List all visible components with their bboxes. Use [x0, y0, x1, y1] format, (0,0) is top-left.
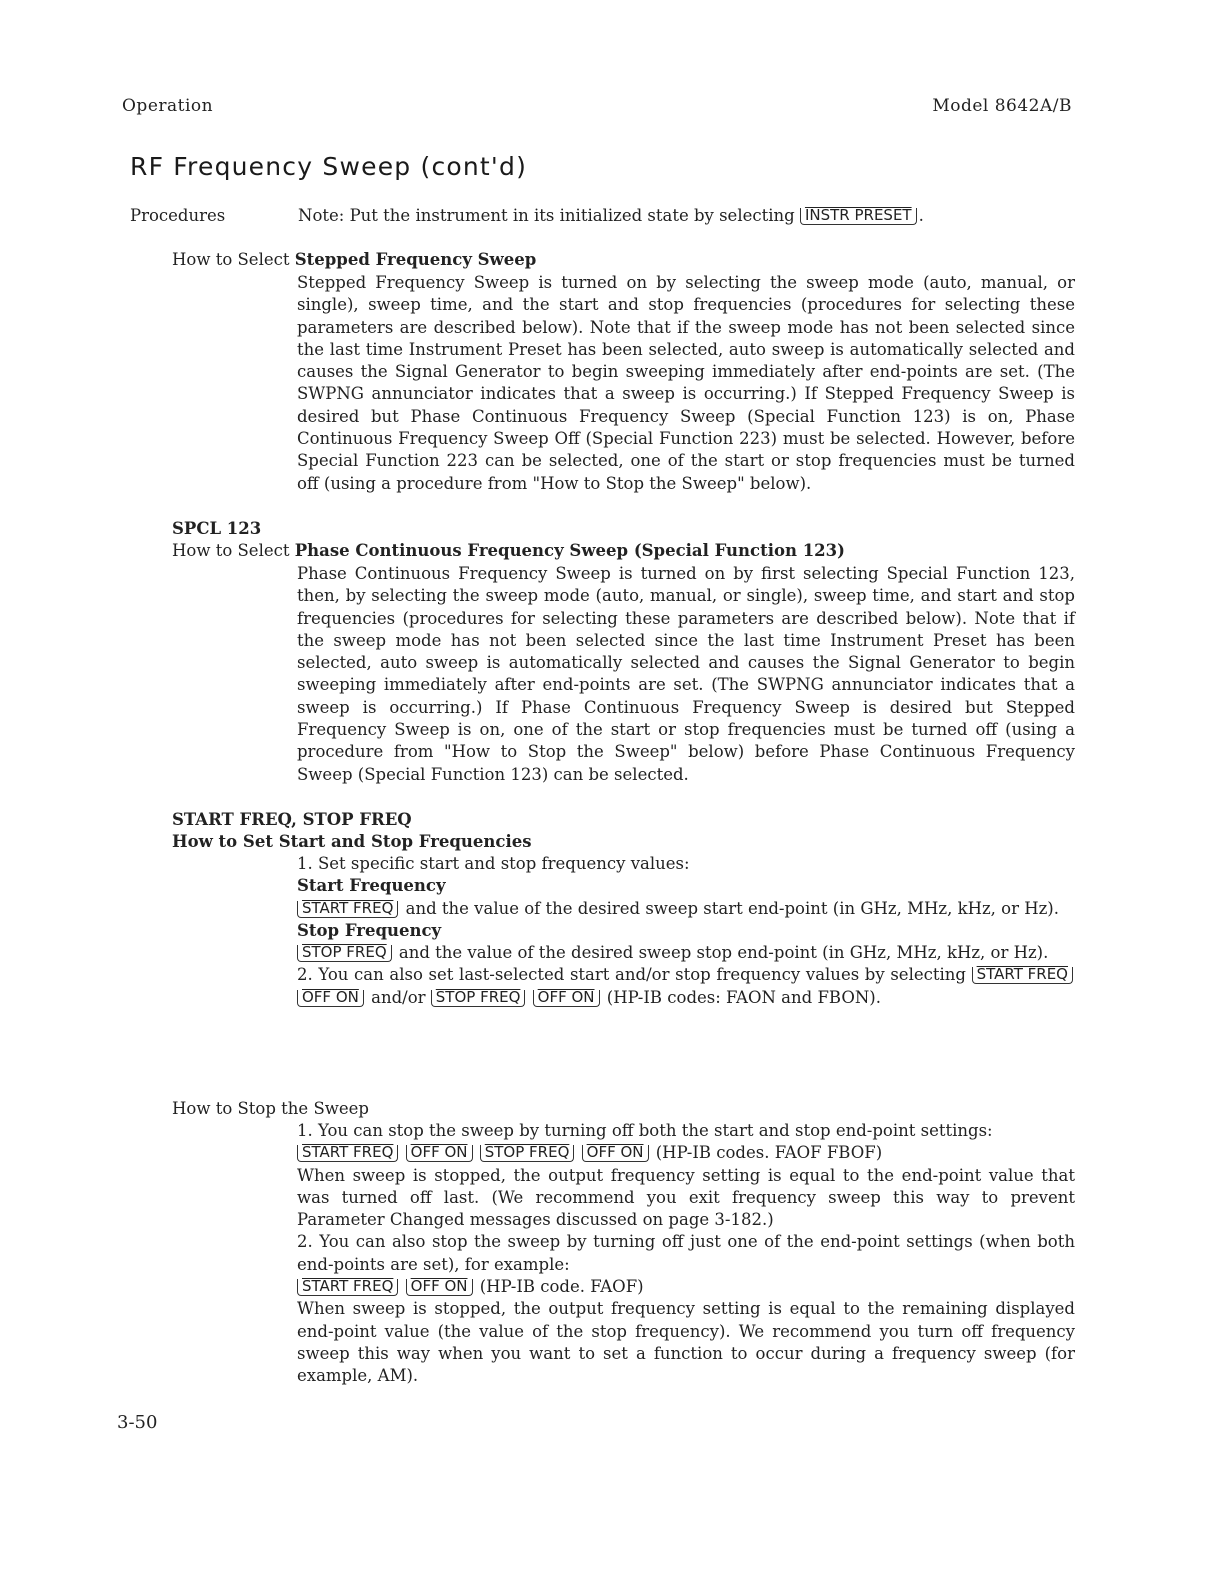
header-section: Operation — [122, 96, 214, 116]
hpib-code: (HP-IB code. FAOF) — [479, 1277, 644, 1297]
stopsweep-body — [297, 1120, 1075, 1388]
start-frequency-label: Start Frequency — [297, 876, 446, 896]
stop-keys-1 — [297, 1142, 1075, 1164]
start-freq-key: START FREQ — [297, 1279, 398, 1296]
stop-para-1: When sweep is stopped, the output frequency setting is equal to the end-point value that was turned off last. (We recommend you exit frequency sweep this way to prevent Parameter Changed messages discussed on page 3-182.) — [297, 1165, 1075, 1230]
start-freq-key: START FREQ — [297, 901, 398, 918]
stop-freq-key: STOP FREQ — [480, 1145, 575, 1162]
off-on-key: OFF ON — [582, 1145, 649, 1162]
off-on-key: OFF ON — [533, 990, 600, 1007]
heading-prefix: How to Select — [172, 541, 295, 560]
stop-step-2: 2. You can also stop the sweep by turning off just one of the end-point settings (when both end-points are set), for example: — [297, 1232, 1075, 1274]
off-on-key: OFF ON — [406, 1279, 473, 1296]
spcl-123-code: SPCL 123 — [172, 519, 262, 538]
stop-frequency-label: Stop Frequency — [297, 920, 442, 940]
stop-freq-key: STOP FREQ — [297, 945, 392, 962]
heading-bold: Stepped Frequency Sweep — [294, 250, 537, 269]
stop-step-1: 1. You can stop the sweep by turning off both the start and stop end-point settings: — [297, 1121, 993, 1140]
note-text: Note: Put the instrument in its initialized state by selecting — [298, 206, 795, 225]
off-on-key: OFF ON — [406, 1145, 473, 1162]
hpib-codes: (HP-IB codes: FAON and FBON). — [606, 987, 881, 1007]
stopsweep-heading: How to Stop the Sweep — [172, 1099, 369, 1118]
step2-text: 2. You can also set last-selected start and/or stop frequency values by selecting — [297, 965, 966, 985]
stepped-heading — [172, 250, 536, 269]
heading-bold: Phase Continuous Frequency Sweep (Special Function 123) — [294, 541, 845, 560]
page-number: 3-50 — [117, 1412, 158, 1433]
page-title: RF Frequency Sweep (cont'd) — [130, 152, 528, 181]
stop-para-2: When sweep is stopped, the output frequency setting is equal to the remaining displayed end-point value (the value of the stop frequency). We recommend you turn off frequency sweep this way when you want to set a function to occur during a frequency sweep (for example, AM). — [297, 1299, 1075, 1386]
phase-heading — [172, 541, 845, 560]
start-frequency-text — [297, 898, 1075, 920]
start-freq-key: START FREQ — [972, 967, 1073, 984]
phase-body: Phase Continuous Frequency Sweep is turned on by first selecting Special Function 123, then, by selecting the sweep mode (auto, manual, or single), sweep time, and start and stop frequencies (procedures for selecting these parameters are described below). Note that if the sweep mode has not been selected since the last time Instrument Preset has been selected, auto sweep is automatically selected and causes the Signal Generator to begin sweeping immediately after end-points are set. (The SWPNG annunciator indicates that a sweep is occurring.) If Phase Continuous Frequency Sweep is desired but Stepped Frequency Sweep is on, one of the start or stop frequencies must be turned off (using a procedure from "How to Stop the Sweep" below) before Phase Continuous Frequency Sweep (Special Function 123) can be selected. — [297, 564, 1075, 784]
procedures-label: Procedures — [130, 206, 226, 225]
stop-text: and the value of the desired sweep stop end-point (in GHz, MHz, kHz, or Hz). — [398, 943, 1049, 963]
hpib-codes: (HP-IB codes. FAOF FBOF) — [655, 1143, 883, 1163]
stop-freq-key: STOP FREQ — [431, 990, 526, 1007]
andor-text: and/or — [371, 987, 426, 1007]
step-2 — [297, 964, 1075, 1009]
stepped-body: Stepped Frequency Sweep is turned on by selecting the sweep mode (auto, manual, or single), sweep time, and the start and stop frequencies (procedures for selecting these parameters are described below). Note that if the sweep mode has not been selected since the last time Instrument Preset has been selected, auto sweep is automatically selected and causes the Signal Generator to begin sweeping immediately after end-points are set. (The SWPNG annunciator indicates that a sweep is occurring.) If Stepped Frequency Sweep is desired but Phase Continuous Frequency Sweep (Special Function 123) is on, Phase Continuous Frequency Sweep Off (Special Function 223) must be selected. However, before Special Function 223 can be selected, one of the start or stop frequencies must be turned off (using a procedure from "How to Stop the Sweep" below). — [297, 273, 1075, 493]
start-freq-key: START FREQ — [297, 1145, 398, 1162]
stop-frequency-text — [297, 942, 1075, 964]
note-suffix: . — [918, 206, 924, 225]
heading-prefix: How to Select — [172, 250, 295, 269]
startstop-heading: How to Set Start and Stop Frequencies — [172, 832, 532, 851]
startstop-body — [297, 853, 1075, 1009]
startstop-code: START FREQ, STOP FREQ — [172, 810, 412, 829]
stop-keys-2 — [297, 1276, 1075, 1298]
step-1: 1. Set specific start and stop frequency values: — [297, 854, 690, 873]
start-text: and the value of the desired sweep start end-point (in GHz, MHz, kHz, or Hz). — [405, 898, 1059, 918]
off-on-key: OFF ON — [297, 990, 364, 1007]
instr-preset-key: INSTR PRESET — [800, 208, 917, 225]
procedures-note — [298, 206, 924, 225]
header-model: Model 8642A/B — [932, 96, 1072, 116]
